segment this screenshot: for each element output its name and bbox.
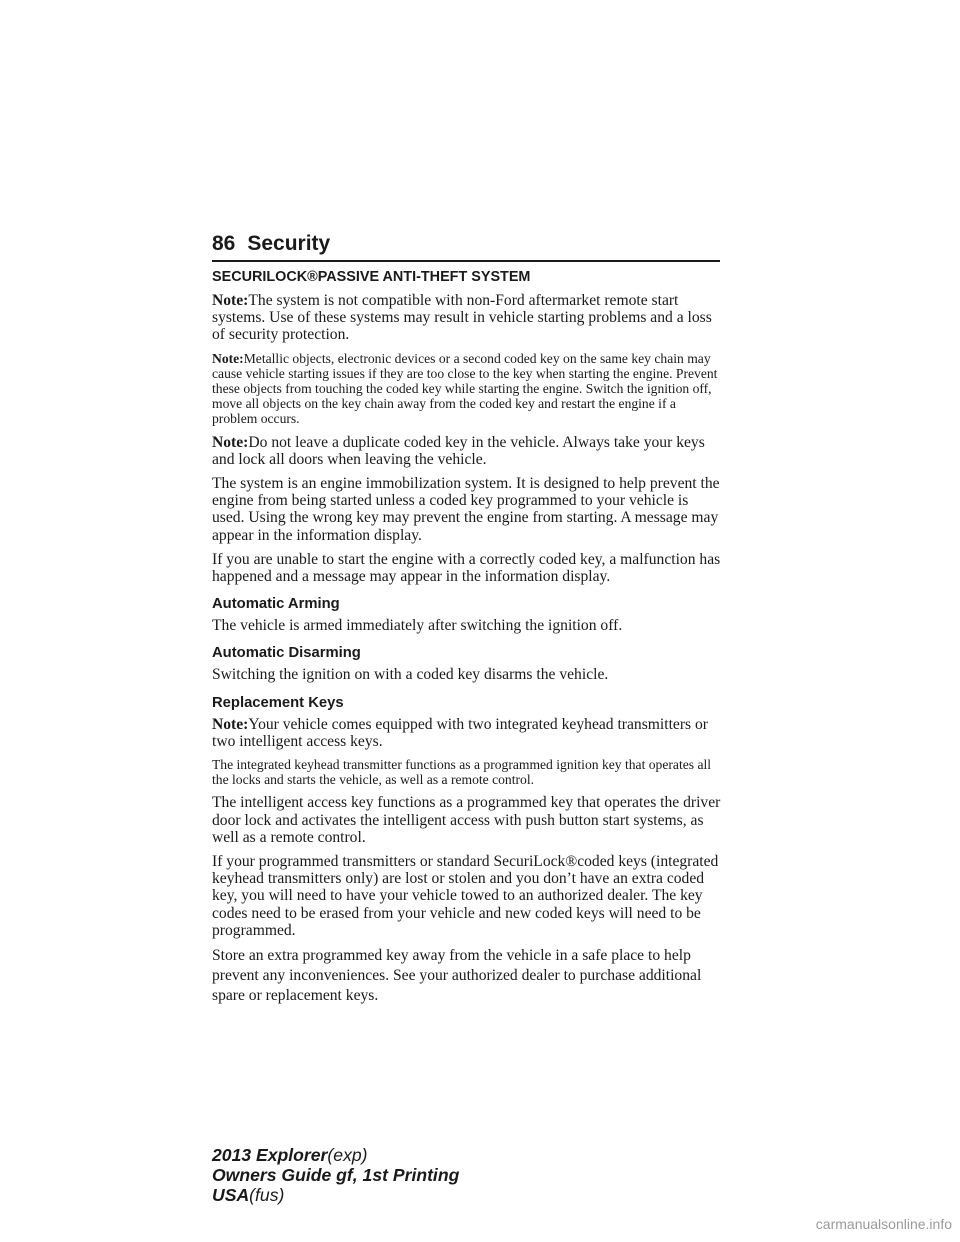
note-label: Note: [212,433,249,451]
page-header [212,228,720,262]
paragraph-intelligent-access: The intelligent access key functions as a programmed key that operates the driver door lock and activates the intelligent access with push button start systems, as well as a remote control. [212,794,721,846]
watermark: carmanualsonline.info [815,1216,952,1232]
note-label: Note: [212,715,249,733]
footer-market: USA [212,1185,250,1205]
note-text: Metallic objects, electronic devices or a second coded key on the same key chain may cause vehicle starting issues if they are too close to the key when starting the engine. Prevent these objects from touching the coded key while starting the engine. Switch the ignition off, move all objects on the key chain away from the coded key and restart the engine if a problem occurs. [212,350,718,427]
page-content [212,268,724,1013]
note-metallic-objects [212,351,724,427]
footer-model: 2013 Explorer [212,1145,328,1165]
note-text: Your vehicle comes equipped with two integrated keyhead transmitters or two intelligent access keys. [212,715,708,750]
paragraph-immobilization: The system is an engine immobilization system. It is designed to help prevent the engine from being started unless a coded key programmed to your vehicle is used. Using the wrong key may prevent the engine from starting. A message may appear in the information display. [212,475,720,544]
note-label: Note: [212,350,244,366]
page-number: 86 [212,232,236,255]
note-keyhead-transmitters [212,716,724,750]
note-text: Do not leave a duplicate coded key in the vehicle. Always take your keys and lock all doors when leaving the vehicle. [212,433,705,468]
footer-line-market [212,1185,459,1205]
paragraph-malfunction: If you are unable to start the engine with a correctly coded key, a malfunction has happened and a message may appear in the information display. [212,550,721,586]
document-footer [212,1145,459,1205]
footer-line-guide: Owners Guide gf, 1st Printing [212,1165,460,1185]
footer-line-model [212,1145,459,1165]
paragraph-lost-keys: If your programmed transmitters or standard SecuriLock®coded keys (integrated keyhead transmitters only) are lost or stolen and you don’t have an extra coded key, you will need to have your vehicle towed to an authorized dealer. The key codes need to be erased from your vehicle and new coded keys will need to be programmed. [212,853,719,939]
heading-replacement-keys: Replacement Keys [212,694,344,711]
section-heading: SECURILOCK®PASSIVE ANTI-THEFT SYSTEM [212,269,531,285]
paragraph-integrated-keyhead: The integrated keyhead transmitter functions as a programmed ignition key that operates all the locks and starts the vehicle, as well as a remote control. [212,757,712,788]
paragraph-automatic-disarming: Switching the ignition on with a coded key disarms the vehicle. [212,666,609,684]
paragraph-automatic-arming: The vehicle is armed immediately after switching the ignition off. [212,617,623,635]
note-duplicate-key [212,434,724,468]
heading-automatic-arming: Automatic Arming [212,596,340,613]
section-title: Security [247,232,331,255]
footer-model-code: (exp) [327,1145,368,1165]
footer-market-code: (fus) [249,1185,285,1205]
note-compatibility [212,292,724,344]
heading-automatic-disarming: Automatic Disarming [212,645,361,662]
paragraph-spare-key: Store an extra programmed key away from the vehicle in a safe place to help prevent any inconveniences. See your authorized dealer to purchase additional spare or replacement keys. [212,947,702,1005]
note-label: Note: [212,292,249,309]
note-text: The system is not compatible with non-Ford aftermarket remote start systems. Use of these systems may result in vehicle starting problems and a loss of security protection. [212,292,712,344]
